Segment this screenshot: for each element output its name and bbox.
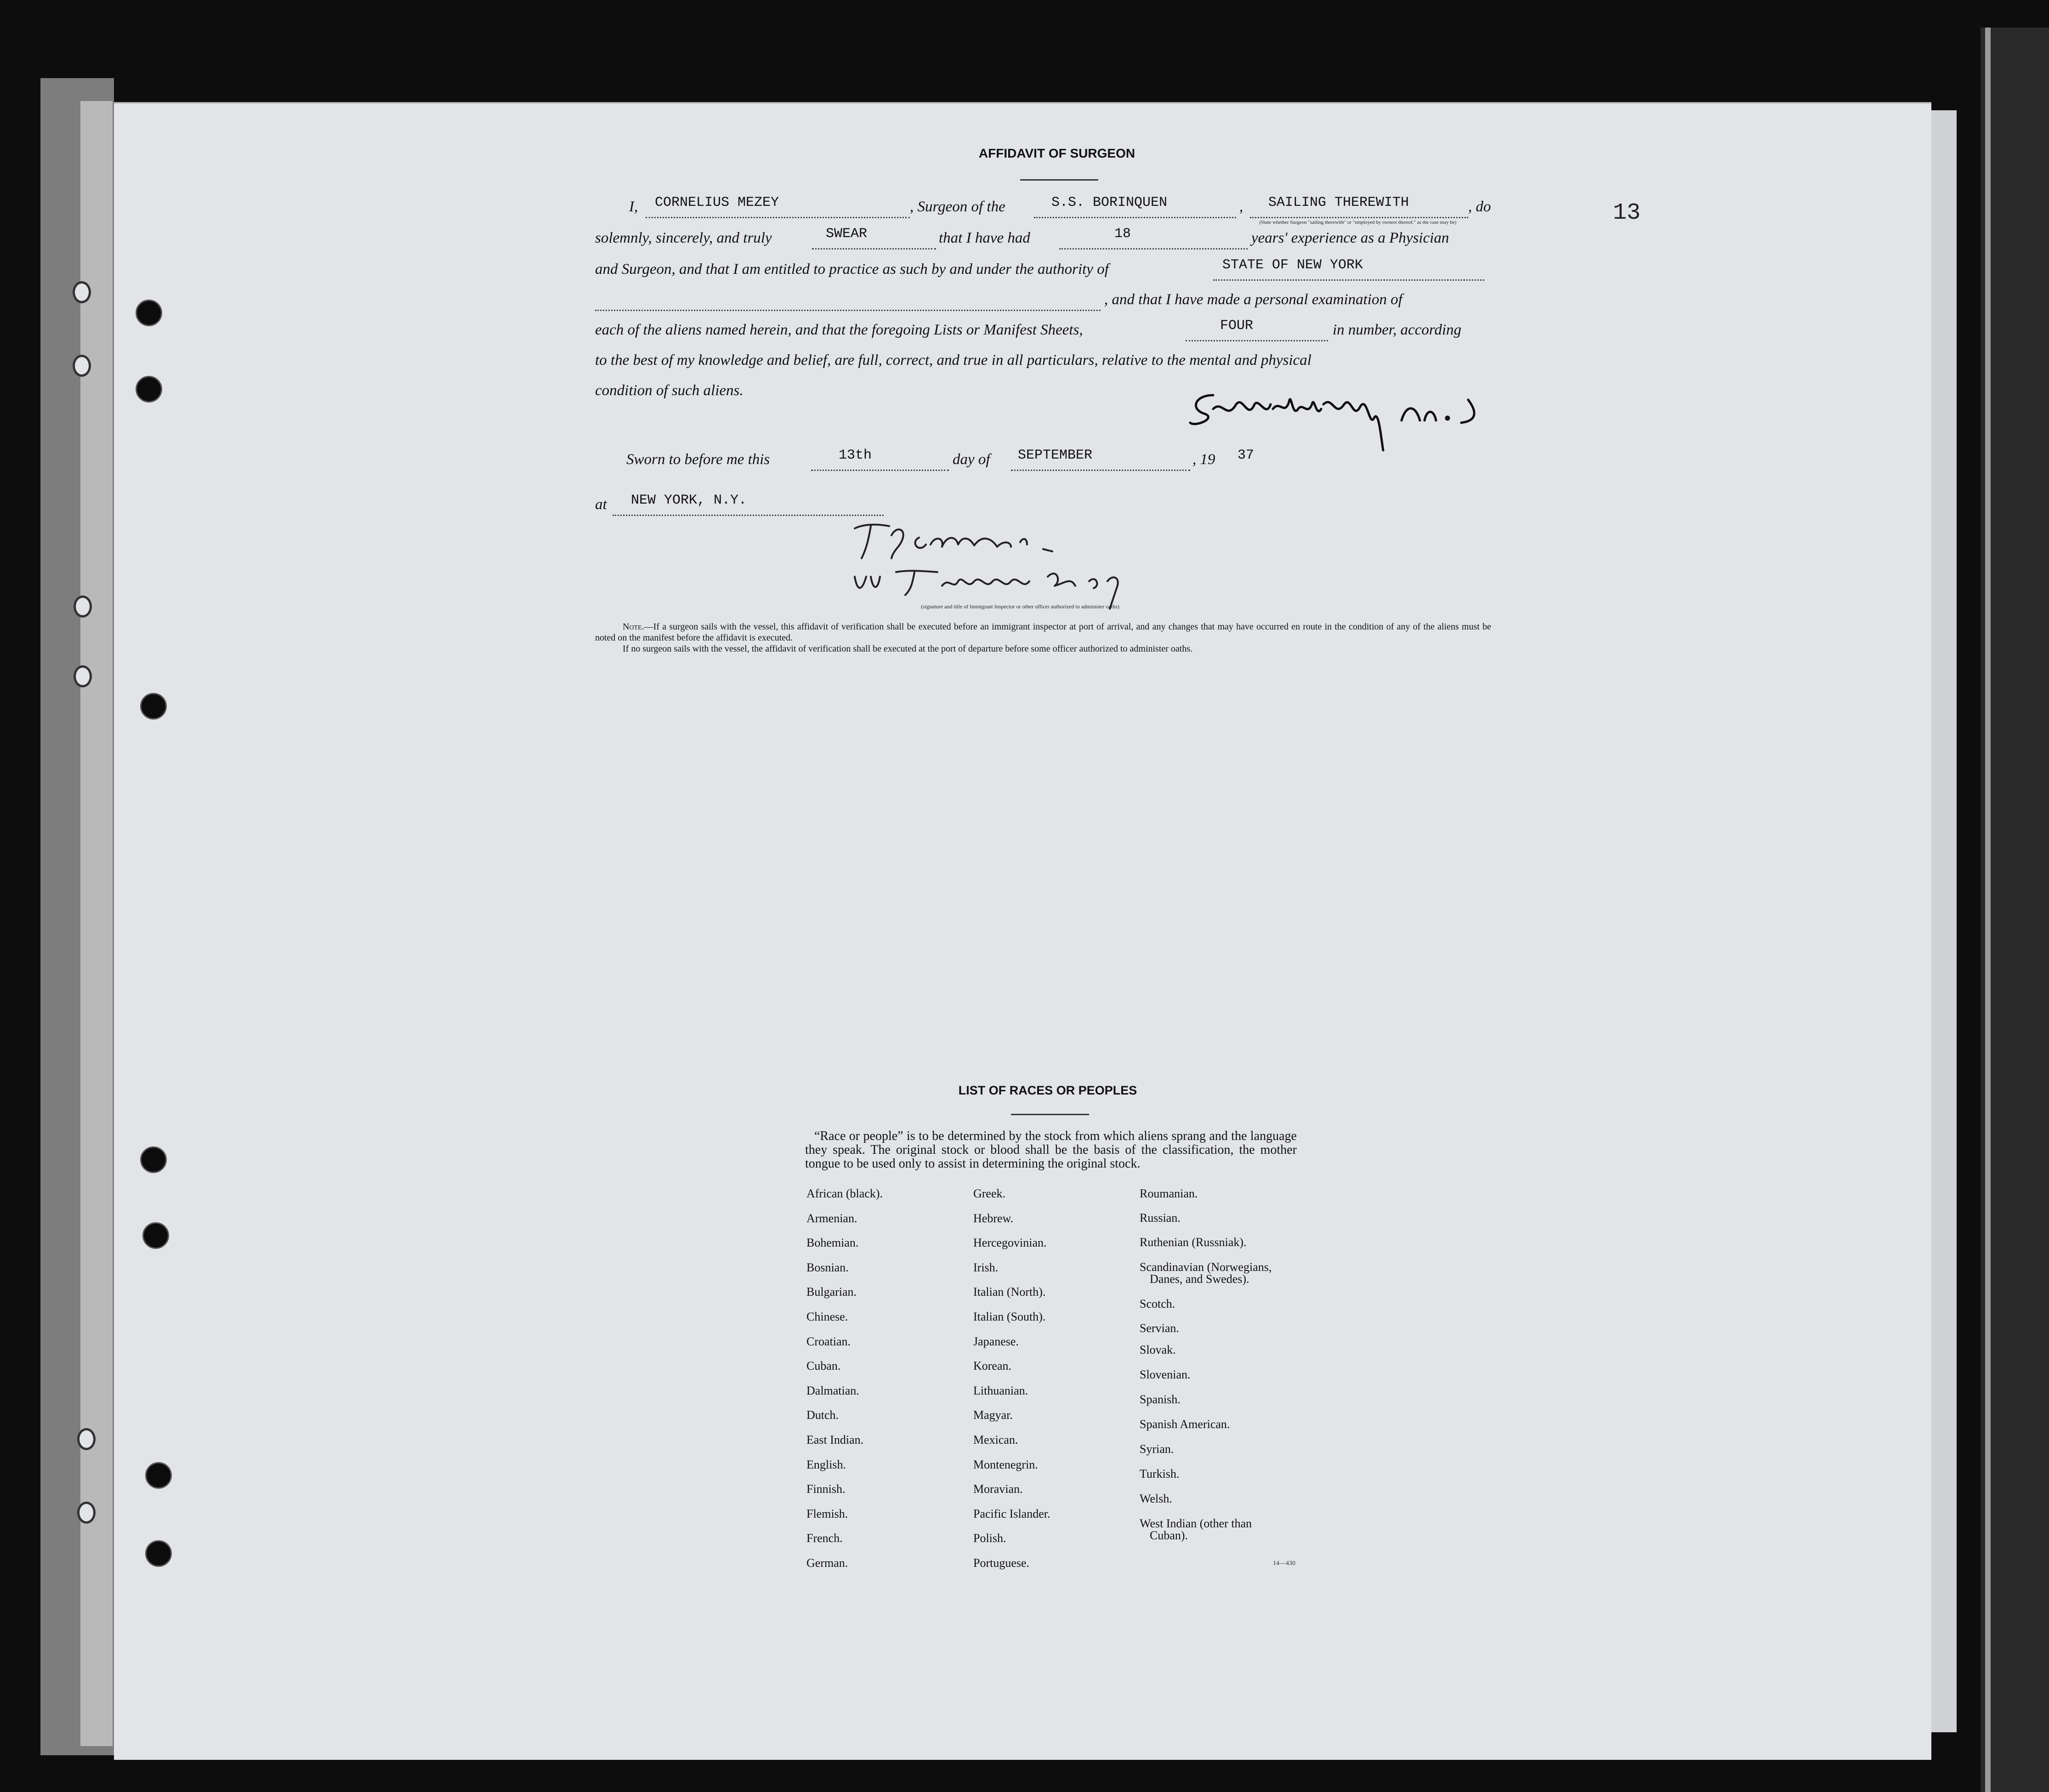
punch-hole — [145, 1462, 172, 1489]
line1-prefix: I, — [629, 198, 638, 215]
race-item: Bohemian. — [806, 1236, 859, 1249]
affidavit-title: AFFIDAVIT OF SURGEON — [978, 146, 1135, 160]
race-item: Cuban). — [1150, 1529, 1188, 1542]
race-item: Lithuanian. — [973, 1384, 1028, 1397]
surgeon-name: CORNELIUS MEZEY — [655, 195, 779, 210]
race-item: Welsh. — [1140, 1492, 1172, 1505]
race-item: West Indian (other than — [1140, 1517, 1252, 1530]
page-right-shadow — [1931, 110, 1957, 1732]
race-item: Bosnian. — [806, 1261, 849, 1274]
race-item: Montenegrin. — [973, 1458, 1038, 1471]
sheets-count: FOUR — [1220, 318, 1254, 334]
race-item: English. — [806, 1458, 846, 1471]
races-title: LIST OF RACES OR PEOPLES — [958, 1083, 1137, 1097]
race-item: Irish. — [973, 1261, 999, 1274]
race-item: Finnish. — [806, 1482, 846, 1496]
race-item: African (black). — [806, 1187, 883, 1200]
authority-continued-field — [595, 291, 1101, 311]
sworn-month-field — [1011, 448, 1190, 471]
race-item: Scotch. — [1140, 1297, 1175, 1310]
race-item: Portuguese. — [973, 1556, 1030, 1570]
line1-separator: , — [1239, 198, 1243, 215]
ship-name-field — [1034, 195, 1236, 218]
place-prefix: at — [595, 496, 607, 513]
reinforcement-ring — [73, 281, 91, 303]
surgeon-name-field — [646, 195, 910, 218]
title-rule — [1020, 179, 1098, 181]
surgeon-capacity: SAILING THEREWITH — [1268, 195, 1409, 210]
race-item: Dutch. — [806, 1408, 839, 1422]
race-item: East Indian. — [806, 1433, 864, 1446]
officer-caption: (signature and title of Immigrant Inspector or other officer authorized to administer oaths) — [921, 603, 1119, 610]
punch-hole — [140, 1146, 167, 1173]
punch-hole — [145, 1540, 172, 1567]
reinforcement-ring — [74, 665, 92, 687]
race-item: Magyar. — [973, 1408, 1013, 1422]
surgeon-signature — [1186, 377, 1544, 459]
line5-text-2: in number, according — [1333, 322, 1462, 338]
line2-text-1: solemnly, sincerely, and truly — [595, 230, 772, 246]
race-item: Spanish. — [1140, 1393, 1181, 1406]
note-paragraph-1 — [595, 621, 1491, 643]
sworn-day: 13th — [839, 448, 872, 463]
race-item: Armenian. — [806, 1212, 857, 1225]
punch-hole — [140, 693, 167, 720]
sworn-year: 37 — [1237, 448, 1254, 463]
race-item: Mexican. — [973, 1433, 1018, 1446]
race-item: Pacific Islander. — [973, 1507, 1050, 1520]
race-item: Servian. — [1140, 1321, 1179, 1335]
race-item: French. — [806, 1531, 843, 1545]
page-number: 13 — [1613, 200, 1641, 226]
place-value: NEW YORK, N.Y. — [631, 493, 747, 508]
affidavit-note — [595, 621, 1491, 654]
punch-hole — [136, 300, 162, 326]
race-item: Scandinavian (Norwegians, — [1140, 1260, 1272, 1274]
race-item: Hebrew. — [973, 1212, 1014, 1225]
race-item: Ruthenian (Russniak). — [1140, 1236, 1247, 1249]
races-intro: “Race or people” is to be determined by the stock from which aliens sprang and the language they speak. The original stock or blood shall be the basis of the classification, the mother tongue to be used only to assist in determining the original stock. — [805, 1129, 1297, 1171]
note-label: Note. — [623, 622, 644, 632]
line5-text-1: each of the aliens named herein, and that the foregoing Lists or Manifest Sheets, — [595, 322, 1083, 338]
ship-name: S.S. BORINQUEN — [1051, 195, 1168, 210]
race-item: Italian (North). — [973, 1285, 1046, 1299]
races-title-rule — [1011, 1114, 1089, 1115]
race-item: Flemish. — [806, 1507, 848, 1520]
line6-text: to the best of my knowledge and belief, are full, correct, and true in all particulars, relative to the mental and physical — [595, 352, 1311, 369]
sworn-text-2: day of — [953, 451, 990, 468]
race-item: Turkish. — [1140, 1467, 1180, 1480]
sworn-text-1: Sworn to before me this — [626, 451, 770, 468]
punch-hole — [142, 1222, 169, 1249]
race-item: Spanish American. — [1140, 1418, 1230, 1431]
race-item: German. — [806, 1556, 848, 1570]
place-field — [613, 493, 884, 516]
note-text-1: —If a surgeon sails with the vessel, this affidavit of verification shall be executed before an immigrant inspector at port of arrival, and any changes that may have occurred en route in the condition of any of the aliens must be noted on the manifest before the affidavit is executed. — [595, 622, 1491, 643]
sheets-count-field — [1186, 318, 1328, 341]
sworn-day-field — [811, 448, 949, 471]
race-item: Bulgarian. — [806, 1285, 857, 1299]
line7-text: condition of such aliens. — [595, 382, 744, 399]
race-item: Roumanian. — [1140, 1187, 1198, 1200]
note-paragraph-2: If no surgeon sails with the vessel, the affidavit of verification shall be executed at the port of departure before some officer authorized to administer oaths. — [623, 644, 1193, 654]
race-item: Chinese. — [806, 1310, 848, 1323]
race-item: Syrian. — [1140, 1442, 1174, 1456]
reinforcement-ring — [77, 1428, 96, 1450]
race-item: Hercegovinian. — [973, 1236, 1047, 1249]
race-item: Korean. — [973, 1359, 1012, 1372]
race-item: Croatian. — [806, 1335, 851, 1348]
reinforcement-ring — [77, 1502, 96, 1524]
race-item: Cuban. — [806, 1359, 841, 1372]
surgeon-capacity-field — [1250, 195, 1468, 218]
line2-text-2: that I have had — [939, 230, 1030, 246]
race-item: Greek. — [973, 1187, 1006, 1200]
reinforcement-ring — [74, 595, 92, 618]
race-item: Slovenian. — [1140, 1368, 1191, 1381]
race-item: Slovak. — [1140, 1343, 1176, 1356]
line1-text-2: , Surgeon of the — [910, 198, 1005, 215]
race-item: Russian. — [1140, 1211, 1181, 1225]
line1-suffix: , do — [1468, 198, 1491, 215]
race-item: Italian (South). — [973, 1310, 1046, 1323]
line4-text: , and that I have made a personal examination of — [1104, 291, 1402, 308]
binding-edge-light — [80, 101, 113, 1746]
race-item: Dalmatian. — [806, 1384, 859, 1397]
scan-right-edge — [1981, 28, 2049, 1792]
authority-value: STATE OF NEW YORK — [1222, 257, 1363, 273]
years-field — [1059, 226, 1248, 250]
punch-hole — [136, 376, 162, 403]
race-item: Danes, and Swedes). — [1150, 1272, 1249, 1286]
oath-value: SWEAR — [826, 226, 868, 242]
sworn-month: SEPTEMBER — [1018, 448, 1093, 463]
years-value: 18 — [1114, 226, 1131, 242]
oath-field — [812, 226, 936, 250]
capacity-note: (State whether Surgeon "sailing therewith" or "employed by owners thereof," as the case may be) — [1259, 220, 1457, 225]
line3-text: and Surgeon, and that I am entitled to practice as such by and under the authority of — [595, 261, 1109, 278]
sworn-text-3: , 19 — [1192, 451, 1215, 468]
line2-text-3: years' experience as a Physician — [1251, 230, 1449, 246]
reinforcement-ring — [73, 355, 91, 377]
race-item: Polish. — [973, 1531, 1006, 1545]
race-item: Japanese. — [973, 1335, 1019, 1348]
authority-field — [1213, 257, 1484, 281]
officer-signature — [846, 517, 1250, 613]
race-item: Moravian. — [973, 1482, 1023, 1496]
form-code: 14—430 — [1273, 1560, 1295, 1567]
scan-right-strip — [1985, 28, 1991, 1792]
